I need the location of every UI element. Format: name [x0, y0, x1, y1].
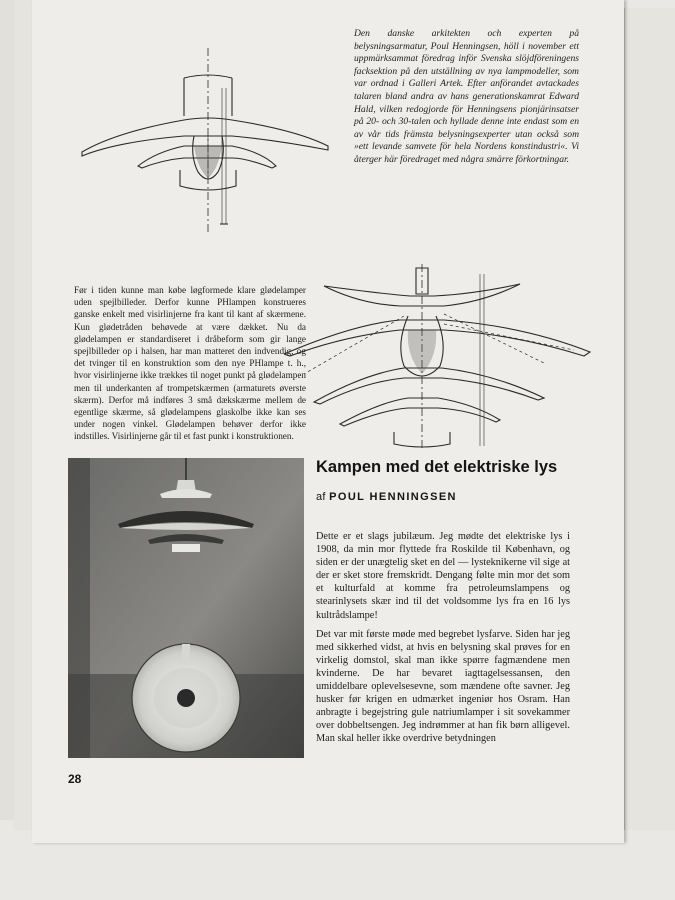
byline-prefix: af — [316, 491, 326, 503]
intro-paragraph: Den danske arkitekten och experten på belysningsarmatur, Poul Henningsen, höll i november ett uppmärksammat föredrag inför Svenska slöjdföreningens facksektion på den utställning av nya lampmodeller, som var ordnad i Galleri Artek. Efter anförandet avtackades talaren bland andra av hans generationskamrat Edward Hald, vilken redogjorde för Henningsens pionjärinsatser på 20- och 30-talen och hyllade denne inte endast som en av vår tids främsta belysningsexperter utan också som »ett levande samvete för hela Nordens konstindustri«. Vi återger här föredraget med några smärre förkortningar. — [354, 28, 579, 165]
page-number: 28 — [68, 772, 82, 786]
back-page-edge-2 — [14, 0, 33, 830]
lamp-drawing-old — [76, 48, 334, 238]
back-page-edge — [0, 0, 14, 820]
lamp-drawing-new — [284, 264, 594, 450]
article-byline — [316, 491, 457, 503]
lamp-photograph — [68, 458, 304, 758]
body-paragraph-1: Dette er et slags jubilæum. Jeg mødte det elektriske lys i 1908, da min mor flyttede fra Roskilde til København, og siden er der unægtelig sket en del — lysteknikerne vil sige at der er sket store fremskridt. Dengang følte min mor det som et kulturfald at komme fra petroleumslampens og stearinlysets skær ind til det voldsomme lys fra en 16 lys kultrådslampe! — [316, 531, 570, 621]
article-body — [316, 530, 570, 752]
drawing-caption: Før i tiden kunne man købe løgformede klare glødelamper uden spejlbilleder. Derfor kunne PHlampen konstrueres ganske enkelt med visirlinjerne fra kant til kant af skærmene. Kun glødetråden behøvede at være dækket. Nu da glødelampen er standardiseret i dråbeform som gir lange spejlbilleder op i halsen, har man matteret den indvendig, og det tvinger til en konstruktion som den nye PHlampe t. h., hvor visirlinjerne ikke trækkes til noget punkt på glødelampen men til underkanten af trompetskærmen (armaturets øverste skærm). Derfor må indføres 3 små dækskærme mellem de egentlige skærme, så glødelampens glaskolbe ikke kan ses under nogen vinkel. Glødelampen behøver derfor ikke indstilles. Visirlinjerne går til et fast punkt i konstruktionen. — [74, 285, 306, 442]
byline-author: POUL HENNINGSEN — [329, 491, 457, 503]
body-paragraph-2: Det var mit første møde med begrebet lysfarve. Siden har jeg med sikkerhed vidst, at hvis en belysning skal prøves for en virkelig domstol, skal man ikke spørre fagmændene men kvinderne. De har bevaret iagttagelsessansen, den umiddelbare oplevelsesevne, som mændene ofte savner. Jeg husker før krigen en udmærket ingeniør hos Osram. Han anbragte i begejstring gule natriumlamper i sit sovekammer over dobbeltsengen. Jeg indrømmer at han fik børn alligevel. Man skal heller ikke overdrive betydningen — [316, 628, 570, 745]
facing-page — [624, 8, 675, 830]
article-headline: Kampen med det elektriske lys — [316, 458, 558, 476]
